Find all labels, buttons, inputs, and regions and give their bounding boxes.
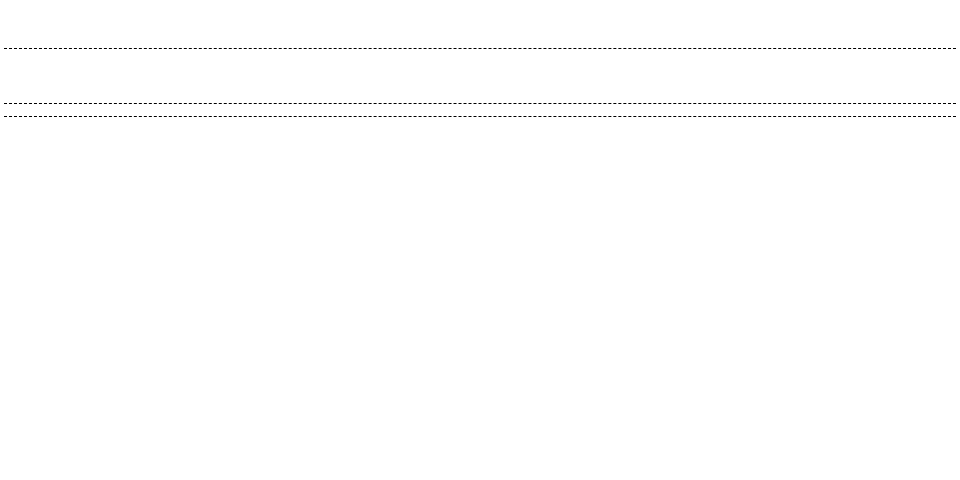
header-rule-bottom [4, 116, 956, 117]
header-rule-mid [4, 103, 956, 104]
header-rule-top [4, 48, 956, 49]
